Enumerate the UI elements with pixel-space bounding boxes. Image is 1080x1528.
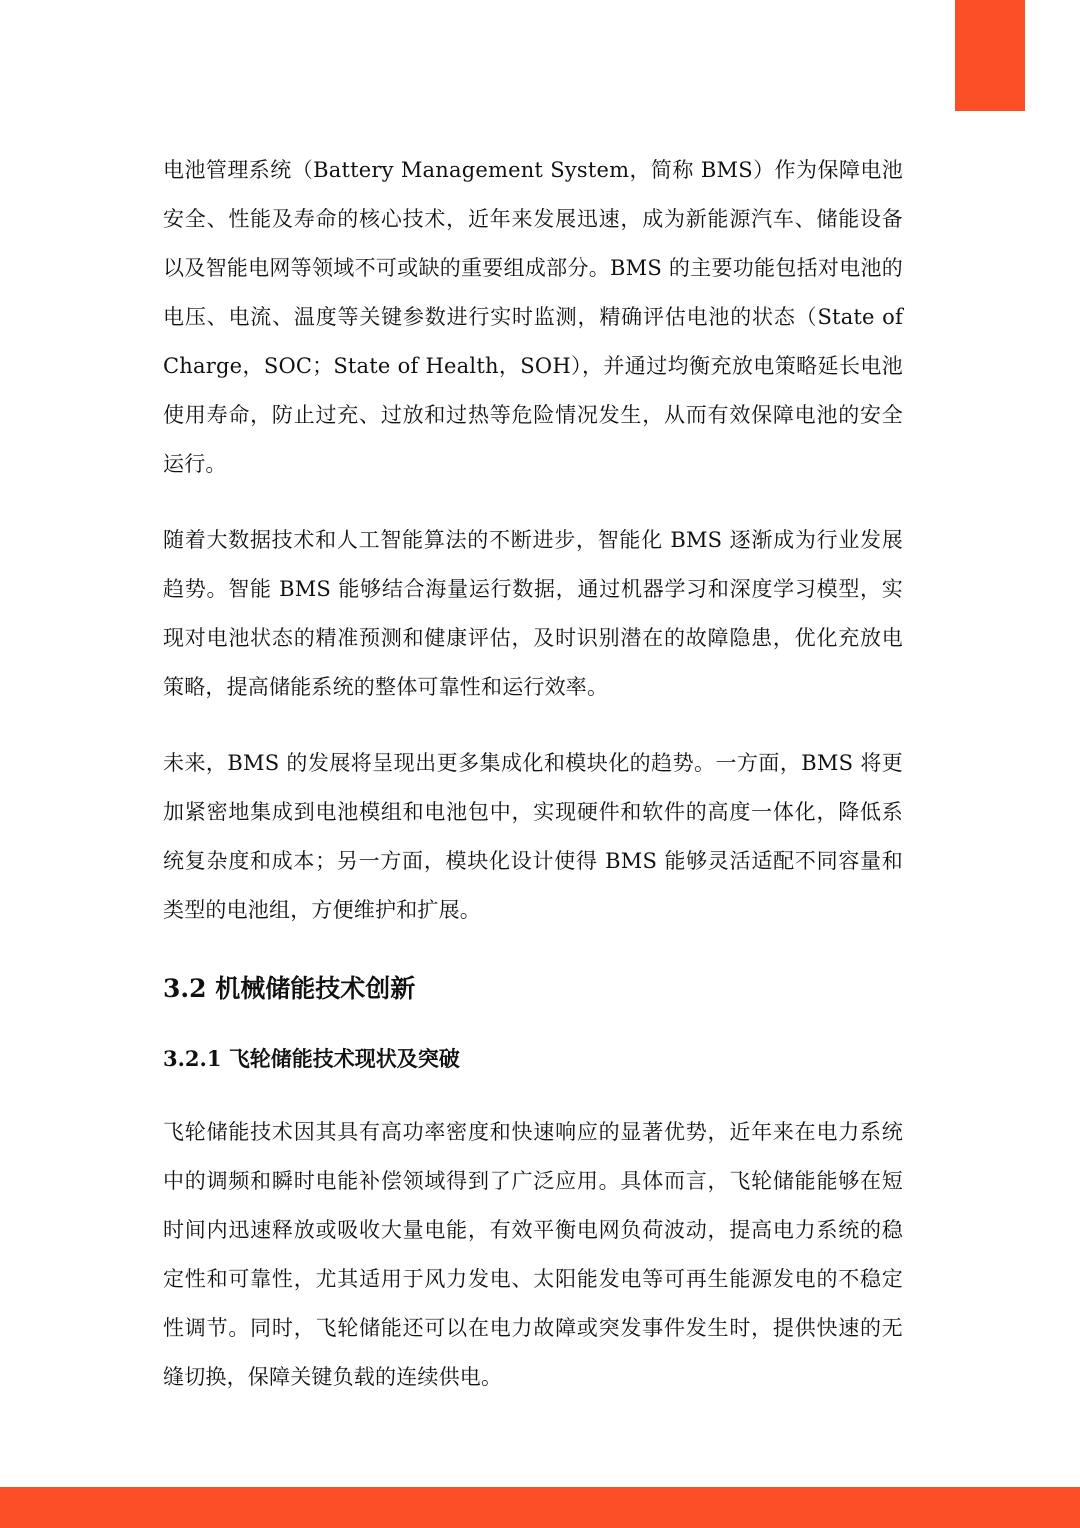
paragraph-bms-intro: 电池管理系统（Battery Management System，简称 BMS）作为保障电池安全、性能及寿命的核心技术，近年来发展迅速，成为新能源汽车、储能设备以及智能电网等领域不可或缺的重要组成部分。BMS 的主要功能包括对电池的电压、电流、温度等关键参数进行实时监测，精确评估电池的状态（State of Charge，SOC；State of Health，SOH），并通过均衡充放电策略延长电池使用寿命，防止过充、过放和过热等危险情况发生，从而有效保障电池的安全运行。 (163, 158, 903, 476)
corner-accent-tab (955, 0, 1025, 111)
paragraph-bms-future: 未来，BMS 的发展将呈现出更多集成化和模块化的趋势。一方面，BMS 将更加紧密地集成到电池模组和电池包中，实现硬件和软件的高度一体化，降低系统复杂度和成本；另一方面，模块化设计使得 BMS 能够灵活适配不同容量和类型的电池组，方便维护和扩展。 (163, 751, 903, 922)
paragraph-bms-intelligent: 随着大数据技术和人工智能算法的不断进步，智能化 BMS 逐渐成为行业发展趋势。智能 BMS 能够结合海量运行数据，通过机器学习和深度学习模型，实现对电池状态的精准预测和健康评估，及时识别潜在的故障隐患，优化充放电策略，提高储能系统的整体可靠性和运行效率。 (163, 528, 903, 699)
bottom-accent-band (0, 1487, 1080, 1528)
paragraph-flywheel: 飞轮储能技术因其具有高功率密度和快速响应的显著优势，近年来在电力系统中的调频和瞬时电能补偿领域得到了广泛应用。具体而言，飞轮储能能够在短时间内迅速释放或吸收大量电能，有效平衡电网负荷波动，提高电力系统的稳定性和可靠性，尤其适用于风力发电、太阳能发电等可再生能源发电的不稳定性调节。同时，飞轮储能还可以在电力故障或突发事件发生时，提供快速的无缝切换，保障关键负载的连续供电。 (163, 1120, 903, 1389)
subsection-heading-3-2-1: 3.2.1 飞轮储能技术现状及突破 (163, 1046, 460, 1071)
section-heading-3-2: 3.2 机械储能技术创新 (163, 974, 416, 1003)
page-content (163, 146, 903, 1402)
